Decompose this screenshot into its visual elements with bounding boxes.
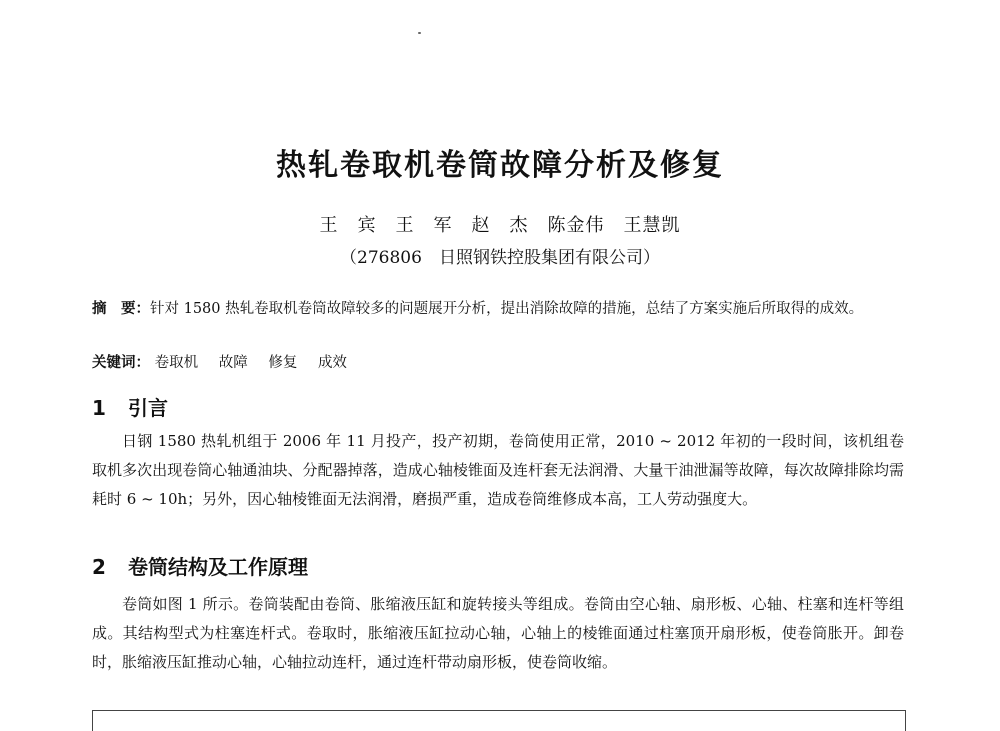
abstract	[92, 296, 904, 322]
keywords-label: 关键词：	[92, 355, 150, 371]
affiliation: （276806 日照钢铁控股集团有限公司）	[340, 248, 660, 268]
figure-frame	[92, 710, 906, 731]
paper-title: 热轧卷取机卷筒故障分析及修复	[276, 148, 724, 183]
section-paragraph-introduction: 日钢 1580 热轧机组于 2006 年 11 月投产，投产初期，卷筒使用正常，2010 ~ 2012 年初的一段时间，该机组卷取机多次出现卷筒心轴通油块、分配器掉落，造成心轴棱锥面及连杆套无法润滑、大量干油泄漏等故障，每次故障排除均需耗时 6 ~ 10h；另外，因心轴棱锥面无法润滑，磨损严重，造成卷筒维修成本高，工人劳动强度大。	[92, 432, 904, 508]
scan-speck	[418, 32, 421, 34]
keyword-item: 修复	[268, 355, 298, 371]
keyword-item: 卷取机	[154, 355, 199, 371]
section-heading-structure	[92, 551, 308, 580]
section-title: 引言	[128, 396, 168, 420]
abstract-text: 针对 1580 热轧卷取机卷筒故障较多的问题展开分析，提出消除故障的措施，总结了方案实施后所取得的成效。	[150, 301, 864, 317]
keyword-item: 故障	[218, 355, 248, 371]
section-number: 2	[92, 555, 106, 579]
keywords	[92, 351, 904, 372]
author-list: 王 宾 王 军 赵 杰 陈金伟 王慧凯	[319, 215, 681, 236]
section-heading-introduction	[92, 392, 168, 421]
section-paragraph-structure: 卷筒如图 1 所示。卷筒装配由卷筒、胀缩液压缸和旋转接头等组成。卷筒由空心轴、扇形板、心轴、柱塞和连杆等组成。其结构型式为柱塞连杆式。卷取时，胀缩液压缸拉动心轴，心轴上的棱锥面通过柱塞顶开扇形板，使卷筒胀开。卸卷时，胀缩液压缸推动心轴，心轴拉动连杆，通过连杆带动扇形板，使卷筒收缩。	[92, 595, 904, 671]
keyword-item: 成效	[317, 355, 347, 371]
section-number: 1	[92, 396, 106, 420]
section-title: 卷筒结构及工作原理	[128, 555, 308, 579]
abstract-label: 摘 要：	[92, 301, 150, 317]
